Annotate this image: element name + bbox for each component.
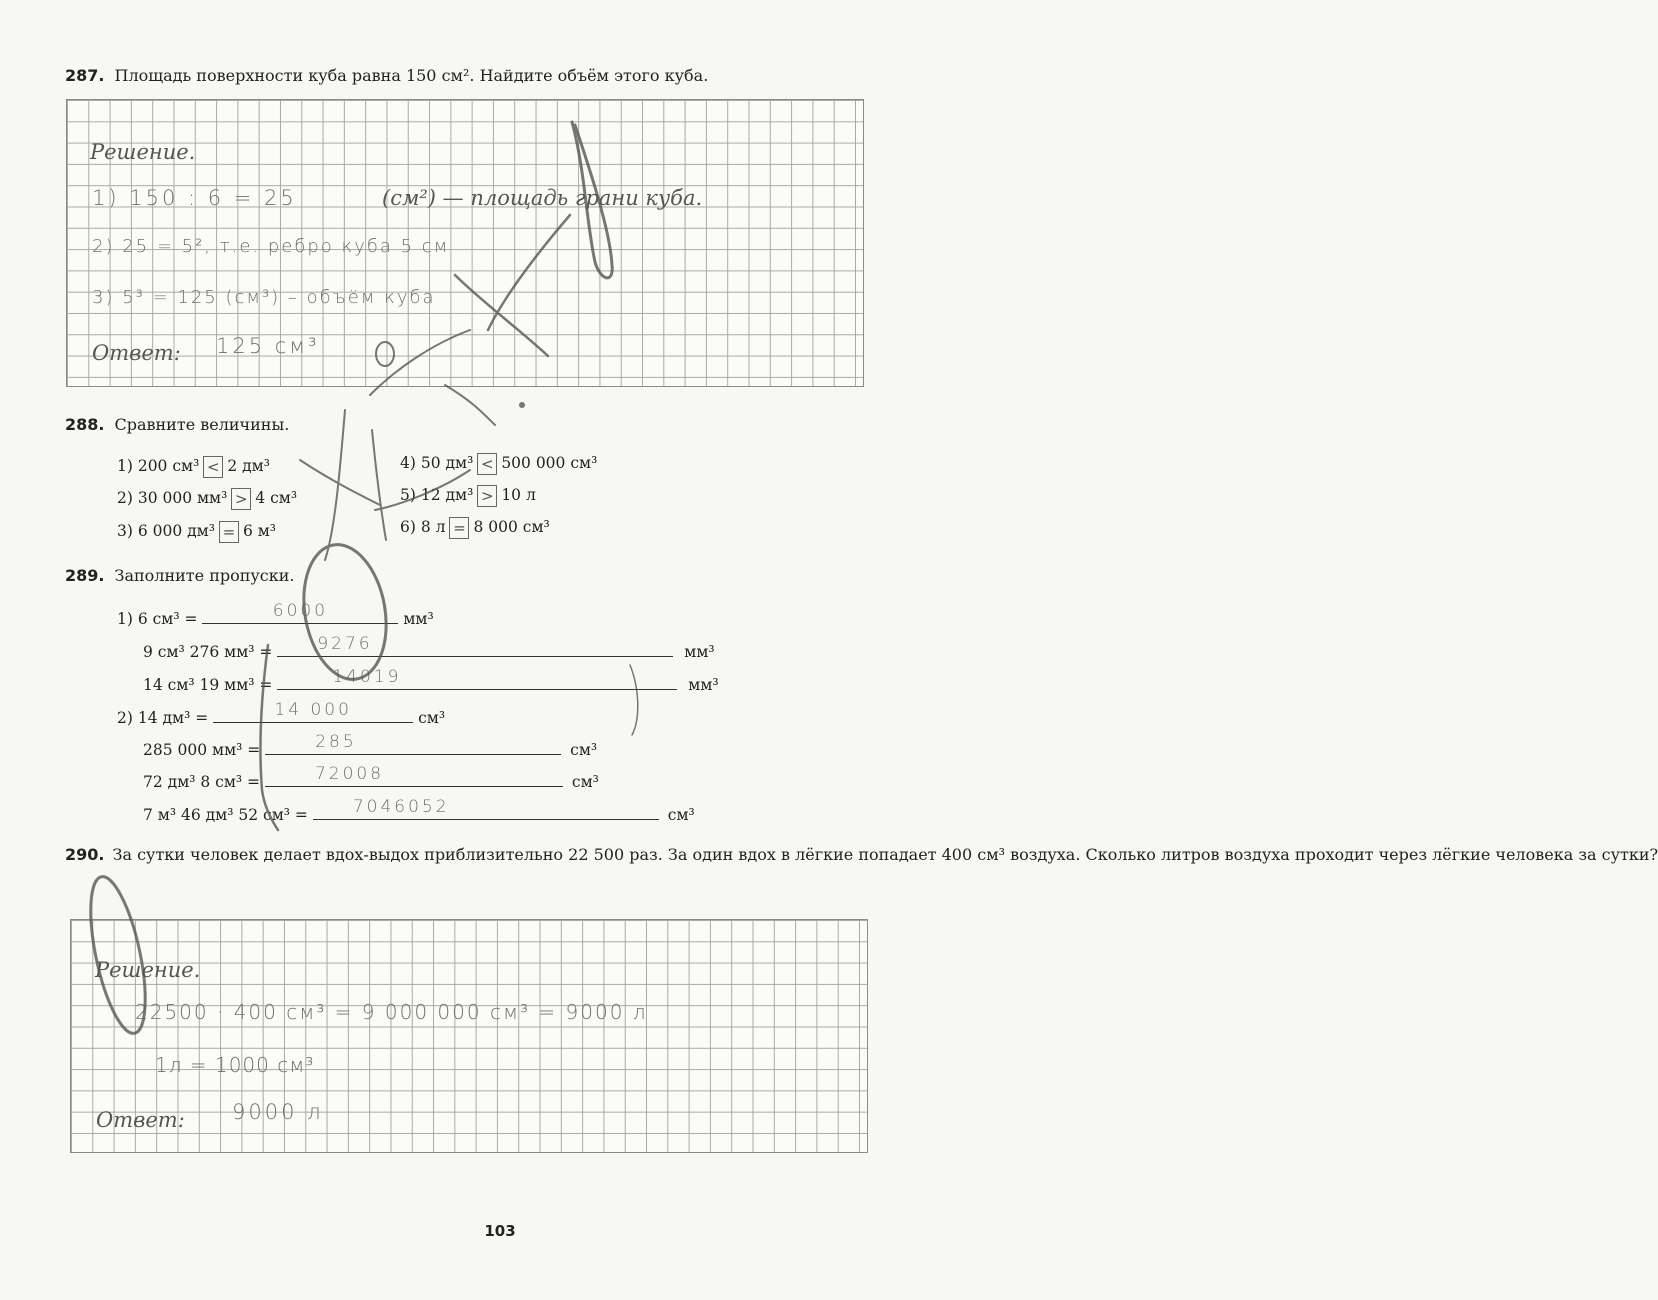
compare-item-3 — [117, 521, 276, 543]
compare-right: 10 л — [501, 486, 536, 504]
fill-blank[interactable] — [202, 601, 398, 624]
fill-unit: см³ — [418, 709, 446, 727]
handwritten-answer: 7046052 — [352, 797, 450, 817]
task-number: 290. — [65, 845, 105, 864]
fill-left: 285 000 мм³ = — [143, 741, 261, 759]
compare-left: 4) 50 дм³ — [400, 454, 474, 472]
fill-row-3 — [143, 667, 719, 694]
compare-sign-box[interactable]: = — [449, 517, 469, 539]
fill-unit: мм³ — [403, 610, 434, 628]
task-289-title — [65, 566, 295, 585]
fill-row-5 — [143, 732, 598, 759]
fill-unit: см³ — [667, 806, 695, 824]
fill-blank[interactable] — [277, 634, 673, 657]
fill-left: 7 м³ 46 дм³ 52 см³ = — [143, 806, 308, 824]
fill-left: 9 см³ 276 мм³ = — [143, 643, 273, 661]
handwritten-answer: 9276 — [317, 634, 373, 654]
compare-right: 4 см³ — [255, 489, 298, 507]
fill-row-1 — [117, 601, 434, 628]
compare-left: 5) 12 дм³ — [400, 486, 474, 504]
fill-row-2 — [143, 634, 715, 661]
compare-right: 6 м³ — [242, 522, 277, 540]
scribble-stroke — [300, 460, 380, 505]
fill-unit: мм³ — [688, 676, 719, 694]
fill-blank[interactable] — [265, 764, 563, 787]
handwritten-answer: 72008 — [314, 764, 385, 784]
fill-left: 2) 14 дм³ = — [117, 709, 209, 727]
solution-grid-290 — [70, 919, 868, 1153]
handwritten-line-1: 22500 · 400 см³ = 9 000 000 см³ = 9000 л — [135, 1000, 648, 1024]
task-number: 287. — [65, 66, 105, 85]
fill-row-7 — [143, 797, 695, 824]
task-287-title — [65, 66, 708, 85]
handwritten-line-2: 1л = 1000 см³ — [155, 1053, 315, 1077]
task-text: Заполните пропуски. — [114, 566, 295, 585]
handwritten-step-1: 1) 150 : 6 = 25 — [92, 186, 297, 210]
handwritten-answer: 285 — [315, 732, 357, 752]
compare-item-1 — [117, 456, 270, 478]
compare-sign-box[interactable]: = — [219, 521, 239, 543]
handwritten-answer: 14019 — [332, 667, 402, 687]
compare-left: 6) 8 л — [400, 518, 446, 536]
step-1-note: (см²) — площадь грани куба. — [382, 186, 703, 210]
handwritten-answer: 9000 л — [232, 1100, 324, 1124]
compare-left: 1) 200 см³ — [117, 457, 200, 475]
fill-row-4 — [117, 700, 446, 727]
fill-blank[interactable] — [277, 667, 677, 690]
page-number: 103 — [484, 1222, 516, 1240]
answer-label: Ответ: — [92, 341, 181, 365]
compare-item-2 — [117, 488, 297, 510]
fill-blank[interactable] — [213, 700, 413, 723]
scribble-dot — [519, 402, 525, 408]
compare-right: 500 000 см³ — [501, 454, 598, 472]
fill-unit: см³ — [570, 741, 598, 759]
compare-item-4 — [400, 453, 597, 475]
compare-left: 3) 6 000 дм³ — [117, 522, 215, 540]
fill-left: 14 см³ 19 мм³ = — [143, 676, 273, 694]
compare-item-5 — [400, 485, 536, 507]
compare-sign-box[interactable]: > — [477, 485, 497, 507]
fill-left: 72 дм³ 8 см³ = — [143, 773, 261, 791]
handwritten-answer: 125 см³ — [216, 334, 320, 358]
task-number: 289. — [65, 566, 105, 585]
scribble-stroke — [325, 410, 345, 560]
solution-label: Решение. — [90, 140, 196, 164]
task-290-title — [65, 843, 1658, 866]
compare-right: 2 дм³ — [227, 457, 270, 475]
compare-item-6 — [400, 517, 550, 539]
task-288-title — [65, 415, 289, 434]
task-text: За сутки человек делает вдох-выдох приблизительно 22 500 раз. За один вдох в лёгкие попадает 400 см³ воздуха. Сколько литров воздуха проходит через лёгкие человека за сутки? — [112, 845, 1658, 864]
compare-left: 2) 30 000 мм³ — [117, 489, 228, 507]
fill-row-6 — [143, 764, 599, 791]
handwritten-step-3: 3) 5³ = 125 (см³) – объём куба — [92, 287, 436, 308]
fill-unit: мм³ — [684, 643, 715, 661]
compare-right: 8 000 см³ — [473, 518, 550, 536]
task-text: Сравните величины. — [114, 415, 290, 434]
fill-unit: см³ — [571, 773, 599, 791]
handwritten-answer: 14 000 — [274, 700, 352, 720]
compare-sign-box[interactable]: > — [231, 488, 251, 510]
scribble-stroke — [445, 385, 495, 425]
solution-label: Решение. — [95, 958, 201, 982]
scribble-stroke — [372, 430, 386, 540]
handwritten-step-2: 2) 25 = 5², т.е. ребро куба 5 см — [92, 236, 450, 257]
task-number: 288. — [65, 415, 105, 434]
fill-left: 1) 6 см³ = — [117, 610, 198, 628]
fill-blank[interactable] — [265, 732, 561, 755]
answer-label: Ответ: — [96, 1108, 185, 1132]
handwritten-answer: 6000 — [272, 601, 329, 621]
fill-blank[interactable] — [313, 797, 659, 820]
task-text: Площадь поверхности куба равна 150 см². Найдите объём этого куба. — [114, 66, 709, 85]
compare-sign-box[interactable]: < — [203, 456, 223, 478]
compare-sign-box[interactable]: < — [477, 453, 497, 475]
